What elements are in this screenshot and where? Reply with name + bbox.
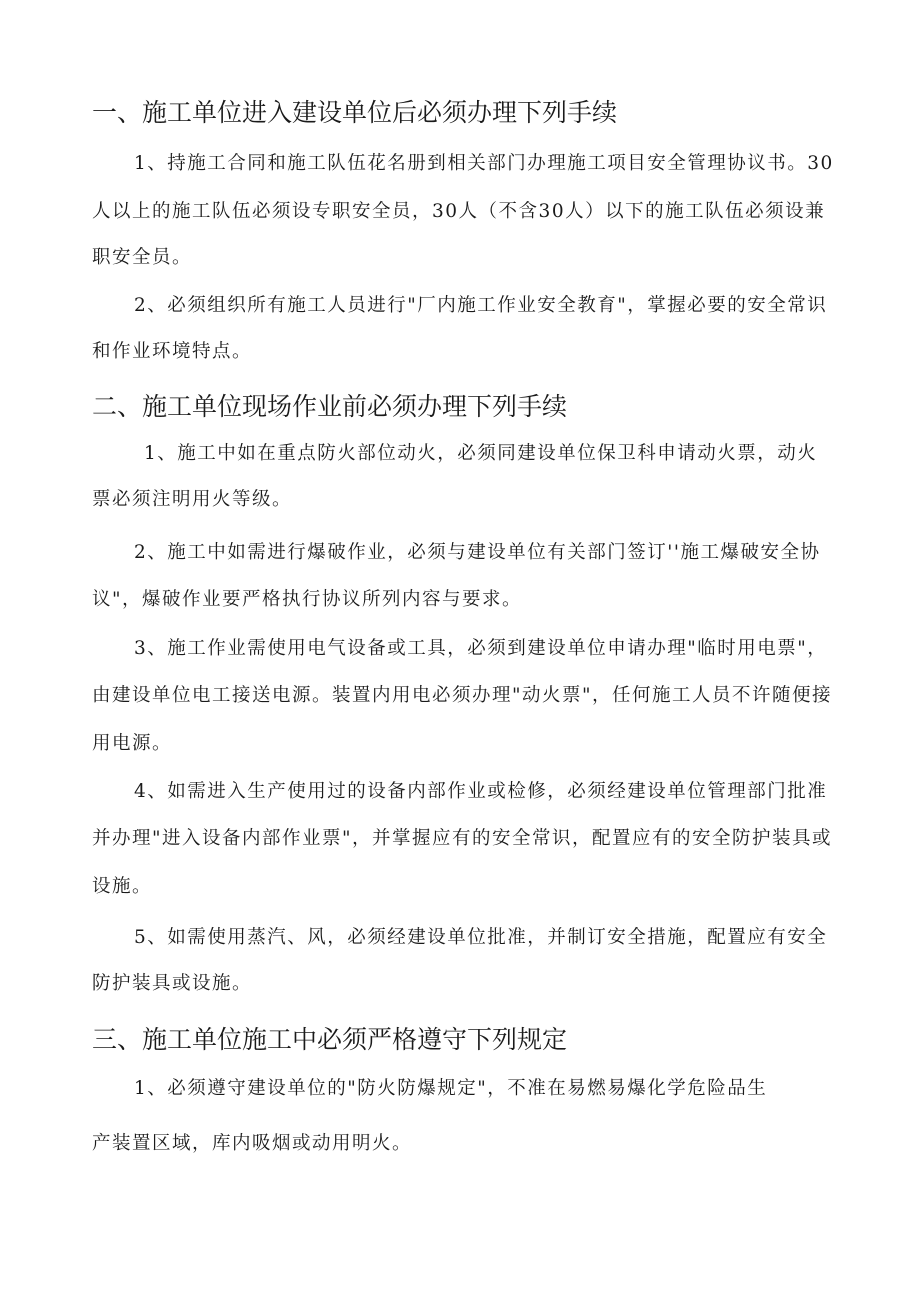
section-3-line-2: 产装置区域，库内吸烟或动用明火。 xyxy=(92,1133,413,1154)
section-2-line-9: 并办理"进入设备内部作业票"，并掌握应有的安全常识，配置应有的安全防护装具或 xyxy=(92,828,833,849)
section-2-line-6: 由建设单位电工接送电源。装置内用电必须办理"动火票"，任何施工人员不许随便接 xyxy=(92,685,833,706)
section-2-line-1: 1、施工中如在重点防火部位动火，必须同建设单位保卫科申请动火票，动火 xyxy=(144,443,818,464)
section-1-line-2: 人以上的施工队伍必须设专职安全员，30人（不含30人）以下的施工队伍必须设兼 xyxy=(92,201,826,222)
section-2-line-11: 5、如需使用蒸汽、风，必须经建设单位批准，并制订安全措施，配置应有安全 xyxy=(134,927,828,948)
section-2-line-7: 用电源。 xyxy=(92,733,173,754)
section-2-line-4: 议"，爆破作业要严格执行协议所列内容与要求。 xyxy=(92,589,523,610)
section-3-line-1: 1、必须遵守建设单位的"防火防爆规定"，不准在易燃易爆化学危险品生 xyxy=(134,1078,768,1099)
section-heading-3: 三、施工单位施工中必须严格遵守下列规定 xyxy=(92,1025,568,1054)
section-2-line-5: 3、施工作业需使用电气设备或工具，必须到建设单位申请办理"临时用电票"， xyxy=(134,638,828,659)
section-2-line-8: 4、如需进入生产使用过的设备内部作业或检修，必须经建设单位管理部门批准 xyxy=(134,781,828,802)
section-1-line-5: 和作业环境特点。 xyxy=(92,341,253,362)
section-2-line-2: 票必须注明用火等级。 xyxy=(92,489,293,510)
section-1-line-4: 2、必须组织所有施工人员进行"厂内施工作业安全教育"，掌握必要的安全常识 xyxy=(134,295,828,316)
section-heading-2: 二、施工单位现场作业前必须办理下列手续 xyxy=(92,392,568,421)
section-2-line-3: 2、施工中如需进行爆破作业，必须与建设单位有关部门签订''施工爆破安全协 xyxy=(134,542,821,563)
section-2-line-10: 设施。 xyxy=(92,876,153,897)
section-2-line-12: 防护装具或设施。 xyxy=(92,973,253,994)
section-1-line-3: 职安全员。 xyxy=(92,247,193,268)
section-1-line-1: 1、持施工合同和施工队伍花名册到相关部门办理施工项目安全管理协议书。30 xyxy=(134,153,834,174)
section-heading-1: 一、施工单位进入建设单位后必须办理下列手续 xyxy=(92,98,618,127)
